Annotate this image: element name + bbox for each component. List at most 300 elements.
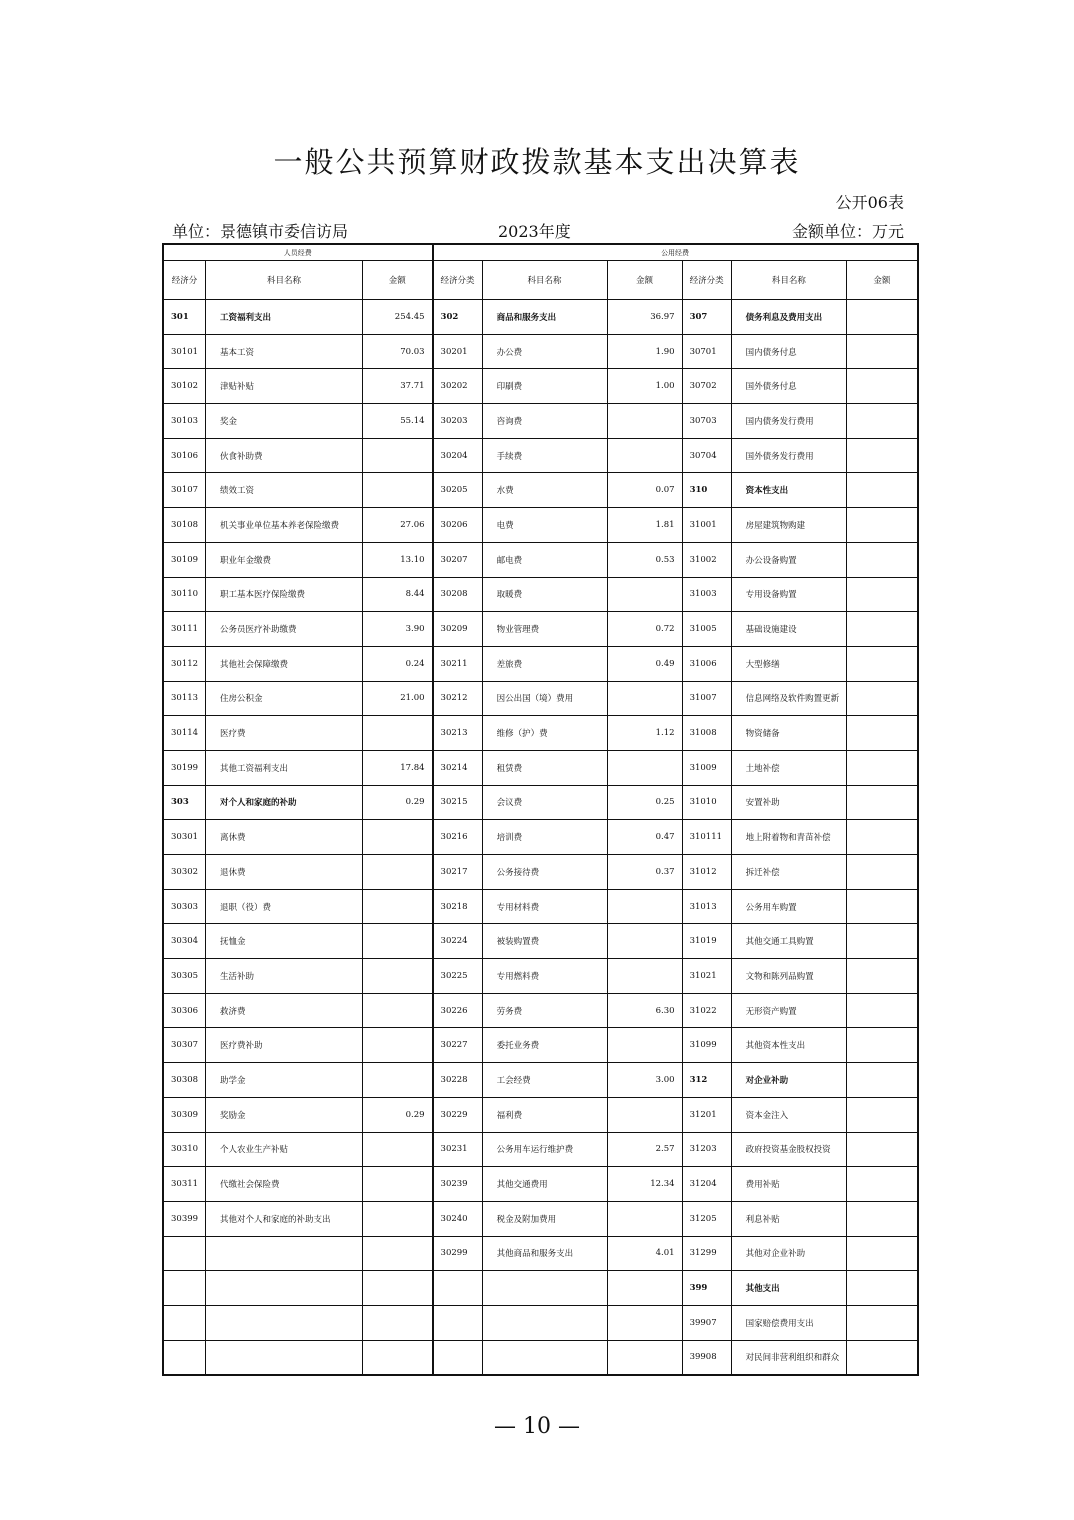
cell-code: 310 bbox=[682, 473, 731, 508]
table-row bbox=[163, 716, 918, 751]
cell-amount bbox=[607, 681, 682, 716]
cell-code: 30310 bbox=[163, 1132, 206, 1167]
cell-code: 30216 bbox=[433, 820, 483, 855]
cell-code: 30217 bbox=[433, 855, 483, 890]
table-row bbox=[163, 334, 918, 369]
cell-name: 其他交通费用 bbox=[482, 1167, 607, 1202]
cell-name: 退职（役）费 bbox=[206, 889, 363, 924]
cell-code: 30209 bbox=[433, 612, 483, 647]
cell-code: 31009 bbox=[682, 750, 731, 785]
cell-name bbox=[206, 1271, 363, 1306]
cell-code: 31005 bbox=[682, 612, 731, 647]
cell-amount bbox=[847, 959, 918, 994]
page-number: — 10 — bbox=[494, 1414, 580, 1439]
group-header-row bbox=[163, 244, 918, 261]
cell-name: 国外债务付息 bbox=[731, 369, 847, 404]
cell-amount bbox=[847, 646, 918, 681]
table-row bbox=[163, 1340, 918, 1375]
cell-name: 水费 bbox=[482, 473, 607, 508]
cell-code: 30208 bbox=[433, 577, 483, 612]
cell-amount bbox=[847, 1167, 918, 1202]
cell-code: 39908 bbox=[682, 1340, 731, 1375]
cell-name: 电费 bbox=[482, 508, 607, 543]
table-row bbox=[163, 508, 918, 543]
col-amount: 金额 bbox=[607, 261, 682, 300]
cell-code: 30311 bbox=[163, 1167, 206, 1202]
table-row bbox=[163, 404, 918, 439]
cell-amount bbox=[847, 300, 918, 335]
cell-code: 31002 bbox=[682, 542, 731, 577]
cell-code: 30114 bbox=[163, 716, 206, 751]
cell-name: 离休费 bbox=[206, 820, 363, 855]
cell-code: 31021 bbox=[682, 959, 731, 994]
cell-name: 委托业务费 bbox=[482, 1028, 607, 1063]
cell-name: 差旅费 bbox=[482, 646, 607, 681]
cell-name: 债务利息及费用支出 bbox=[731, 300, 847, 335]
cell-name: 物业管理费 bbox=[482, 612, 607, 647]
cell-amount bbox=[847, 508, 918, 543]
table-row bbox=[163, 750, 918, 785]
cell-name: 因公出国（境）费用 bbox=[482, 681, 607, 716]
cell-code: 30226 bbox=[433, 993, 483, 1028]
table-row bbox=[163, 577, 918, 612]
cell-amount: 37.71 bbox=[363, 369, 433, 404]
table-row bbox=[163, 959, 918, 994]
cell-amount bbox=[847, 716, 918, 751]
cell-code: 302 bbox=[433, 300, 483, 335]
cell-code: 30701 bbox=[682, 334, 731, 369]
cell-name: 公务员医疗补助缴费 bbox=[206, 612, 363, 647]
cell-name: 印刷费 bbox=[482, 369, 607, 404]
cell-amount: 1.90 bbox=[607, 334, 682, 369]
cell-amount bbox=[847, 542, 918, 577]
cell-amount bbox=[847, 612, 918, 647]
cell-name: 公务用车运行维护费 bbox=[482, 1132, 607, 1167]
cell-amount bbox=[363, 1236, 433, 1271]
cell-code: 307 bbox=[682, 300, 731, 335]
cell-amount bbox=[847, 855, 918, 890]
cell-code: 30103 bbox=[163, 404, 206, 439]
cell-amount bbox=[363, 1340, 433, 1375]
cell-code: 30218 bbox=[433, 889, 483, 924]
cell-name bbox=[206, 1305, 363, 1340]
cell-amount: 0.37 bbox=[607, 855, 682, 890]
cell-code: 31008 bbox=[682, 716, 731, 751]
cell-amount bbox=[363, 889, 433, 924]
cell-amount bbox=[847, 1201, 918, 1236]
cell-amount: 21.00 bbox=[363, 681, 433, 716]
cell-name: 对民间非营利组织和群众 bbox=[731, 1340, 847, 1375]
cell-code: 30214 bbox=[433, 750, 483, 785]
cell-name: 费用补贴 bbox=[731, 1167, 847, 1202]
cell-name: 公务接待费 bbox=[482, 855, 607, 890]
cell-amount bbox=[847, 750, 918, 785]
cell-name: 津贴补贴 bbox=[206, 369, 363, 404]
cell-name: 医疗费 bbox=[206, 716, 363, 751]
cell-code: 31007 bbox=[682, 681, 731, 716]
cell-name: 安置补助 bbox=[731, 785, 847, 820]
cell-amount: 0.07 bbox=[607, 473, 682, 508]
cell-name: 其他交通工具购置 bbox=[731, 924, 847, 959]
cell-code: 30199 bbox=[163, 750, 206, 785]
cell-name: 其他资本性支出 bbox=[731, 1028, 847, 1063]
cell-name: 其他工资福利支出 bbox=[206, 750, 363, 785]
cell-name: 咨询费 bbox=[482, 404, 607, 439]
col-name: 科目名称 bbox=[731, 261, 847, 300]
cell-amount bbox=[607, 1028, 682, 1063]
cell-code: 31012 bbox=[682, 855, 731, 890]
cell-name: 大型修缮 bbox=[731, 646, 847, 681]
table-row bbox=[163, 612, 918, 647]
cell-name: 文物和陈列品购置 bbox=[731, 959, 847, 994]
table-row bbox=[163, 785, 918, 820]
cell-name: 个人农业生产补贴 bbox=[206, 1132, 363, 1167]
cell-amount bbox=[607, 959, 682, 994]
table-row bbox=[163, 1097, 918, 1132]
cell-name: 拆迁补偿 bbox=[731, 855, 847, 890]
cell-amount bbox=[363, 959, 433, 994]
cell-code: 30306 bbox=[163, 993, 206, 1028]
cell-amount: 3.00 bbox=[607, 1063, 682, 1098]
cell-code bbox=[433, 1271, 483, 1306]
cell-amount: 0.72 bbox=[607, 612, 682, 647]
cell-amount bbox=[847, 369, 918, 404]
amount-unit-label: 金额单位：万元 bbox=[791, 222, 904, 241]
table-row bbox=[163, 1132, 918, 1167]
cell-name: 代缴社会保险费 bbox=[206, 1167, 363, 1202]
cell-code: 31201 bbox=[682, 1097, 731, 1132]
cell-name: 地上附着物和青苗补偿 bbox=[731, 820, 847, 855]
cell-name: 政府投资基金股权投资 bbox=[731, 1132, 847, 1167]
cell-code: 303 bbox=[163, 785, 206, 820]
cell-name: 绩效工资 bbox=[206, 473, 363, 508]
cell-amount bbox=[847, 1097, 918, 1132]
cell-amount: 3.90 bbox=[363, 612, 433, 647]
cell-amount bbox=[363, 1271, 433, 1306]
cell-code bbox=[433, 1305, 483, 1340]
cell-code: 30203 bbox=[433, 404, 483, 439]
cell-amount bbox=[363, 1132, 433, 1167]
cell-amount bbox=[363, 993, 433, 1028]
table-row bbox=[163, 924, 918, 959]
cell-name: 救济费 bbox=[206, 993, 363, 1028]
cell-name: 专用材料费 bbox=[482, 889, 607, 924]
cell-amount: 0.25 bbox=[607, 785, 682, 820]
cell-code: 31006 bbox=[682, 646, 731, 681]
cell-amount bbox=[607, 924, 682, 959]
cell-code: 30110 bbox=[163, 577, 206, 612]
cell-name: 取暖费 bbox=[482, 577, 607, 612]
cell-name: 助学金 bbox=[206, 1063, 363, 1098]
cell-amount: 55.14 bbox=[363, 404, 433, 439]
cell-name: 劳务费 bbox=[482, 993, 607, 1028]
cell-name: 邮电费 bbox=[482, 542, 607, 577]
cell-amount bbox=[847, 993, 918, 1028]
cell-amount: 254.45 bbox=[363, 300, 433, 335]
cell-amount: 27.06 bbox=[363, 508, 433, 543]
cell-name: 福利费 bbox=[482, 1097, 607, 1132]
cell-code: 30201 bbox=[433, 334, 483, 369]
cell-amount bbox=[847, 1063, 918, 1098]
cell-amount: 36.97 bbox=[607, 300, 682, 335]
cell-code: 31299 bbox=[682, 1236, 731, 1271]
table-row bbox=[163, 300, 918, 335]
cell-name bbox=[482, 1305, 607, 1340]
cell-code: 30108 bbox=[163, 508, 206, 543]
cell-name bbox=[206, 1340, 363, 1375]
cell-code: 31013 bbox=[682, 889, 731, 924]
cell-name: 商品和服务支出 bbox=[482, 300, 607, 335]
cell-code: 30228 bbox=[433, 1063, 483, 1098]
cell-code bbox=[433, 1340, 483, 1375]
cell-code: 30308 bbox=[163, 1063, 206, 1098]
cell-code: 31022 bbox=[682, 993, 731, 1028]
cell-amount bbox=[363, 1028, 433, 1063]
cell-code: 39907 bbox=[682, 1305, 731, 1340]
cell-code: 30202 bbox=[433, 369, 483, 404]
cell-name bbox=[206, 1236, 363, 1271]
table-row bbox=[163, 438, 918, 473]
cell-amount bbox=[847, 1236, 918, 1271]
cell-name: 职业年金缴费 bbox=[206, 542, 363, 577]
table-row bbox=[163, 1305, 918, 1340]
cell-name: 其他对企业补助 bbox=[731, 1236, 847, 1271]
table-row bbox=[163, 1063, 918, 1098]
cell-amount: 0.49 bbox=[607, 646, 682, 681]
cell-amount bbox=[363, 820, 433, 855]
cell-name: 奖励金 bbox=[206, 1097, 363, 1132]
cell-amount: 0.24 bbox=[363, 646, 433, 681]
cell-name: 机关事业单位基本养老保险缴费 bbox=[206, 508, 363, 543]
cell-name: 税金及附加费用 bbox=[482, 1201, 607, 1236]
cell-amount bbox=[847, 1340, 918, 1375]
table-row bbox=[163, 542, 918, 577]
cell-amount bbox=[607, 889, 682, 924]
cell-amount bbox=[847, 785, 918, 820]
table-number: 公开06表 bbox=[835, 193, 904, 212]
cell-amount bbox=[847, 820, 918, 855]
cell-code: 312 bbox=[682, 1063, 731, 1098]
col-amount: 金额 bbox=[363, 261, 433, 300]
cell-code: 310111 bbox=[682, 820, 731, 855]
table-row bbox=[163, 473, 918, 508]
cell-amount: 0.29 bbox=[363, 1097, 433, 1132]
cell-name: 国内债务发行费用 bbox=[731, 404, 847, 439]
cell-code: 30206 bbox=[433, 508, 483, 543]
cell-code: 30101 bbox=[163, 334, 206, 369]
cell-code: 30399 bbox=[163, 1201, 206, 1236]
group-personnel: 人员经费 bbox=[163, 244, 433, 261]
cell-name: 培训费 bbox=[482, 820, 607, 855]
cell-name: 国家赔偿费用支出 bbox=[731, 1305, 847, 1340]
cell-code: 30240 bbox=[433, 1201, 483, 1236]
cell-name: 工会经费 bbox=[482, 1063, 607, 1098]
cell-amount bbox=[607, 1340, 682, 1375]
cell-name: 退休费 bbox=[206, 855, 363, 890]
table-row bbox=[163, 681, 918, 716]
cell-code: 30224 bbox=[433, 924, 483, 959]
cell-amount bbox=[607, 1305, 682, 1340]
cell-code: 30113 bbox=[163, 681, 206, 716]
cell-amount bbox=[847, 1132, 918, 1167]
cell-code: 30102 bbox=[163, 369, 206, 404]
cell-code: 301 bbox=[163, 300, 206, 335]
cell-amount bbox=[607, 1271, 682, 1306]
cell-amount bbox=[363, 438, 433, 473]
cell-amount bbox=[607, 750, 682, 785]
cell-name: 专用设备购置 bbox=[731, 577, 847, 612]
cell-name: 工资福利支出 bbox=[206, 300, 363, 335]
cell-amount bbox=[847, 889, 918, 924]
cell-amount: 2.57 bbox=[607, 1132, 682, 1167]
cell-amount bbox=[847, 577, 918, 612]
cell-amount bbox=[607, 404, 682, 439]
cell-name: 办公费 bbox=[482, 334, 607, 369]
cell-name: 维修（护）费 bbox=[482, 716, 607, 751]
cell-name: 其他支出 bbox=[731, 1271, 847, 1306]
cell-code: 30309 bbox=[163, 1097, 206, 1132]
cell-name: 基础设施建设 bbox=[731, 612, 847, 647]
cell-name: 利息补贴 bbox=[731, 1201, 847, 1236]
cell-name: 其他社会保障缴费 bbox=[206, 646, 363, 681]
cell-code: 30106 bbox=[163, 438, 206, 473]
cell-code: 30307 bbox=[163, 1028, 206, 1063]
cell-name bbox=[482, 1271, 607, 1306]
cell-amount bbox=[363, 716, 433, 751]
cell-amount: 4.01 bbox=[607, 1236, 682, 1271]
cell-amount bbox=[847, 473, 918, 508]
cell-name: 医疗费补助 bbox=[206, 1028, 363, 1063]
cell-amount: 17.84 bbox=[363, 750, 433, 785]
cell-amount: 0.29 bbox=[363, 785, 433, 820]
cell-name: 生活补助 bbox=[206, 959, 363, 994]
col-name: 科目名称 bbox=[206, 261, 363, 300]
table-row bbox=[163, 820, 918, 855]
cell-code: 30213 bbox=[433, 716, 483, 751]
cell-amount bbox=[607, 438, 682, 473]
cell-amount: 70.03 bbox=[363, 334, 433, 369]
table-row bbox=[163, 889, 918, 924]
cell-code: 30212 bbox=[433, 681, 483, 716]
col-code: 经济分类 bbox=[433, 261, 483, 300]
cell-name: 被装购置费 bbox=[482, 924, 607, 959]
cell-amount bbox=[847, 1271, 918, 1306]
cell-amount bbox=[363, 855, 433, 890]
cell-code bbox=[163, 1271, 206, 1306]
cell-name: 办公设备购置 bbox=[731, 542, 847, 577]
cell-code: 31003 bbox=[682, 577, 731, 612]
cell-name: 其他商品和服务支出 bbox=[482, 1236, 607, 1271]
cell-name: 资本金注入 bbox=[731, 1097, 847, 1132]
cell-code: 30112 bbox=[163, 646, 206, 681]
cell-name: 抚恤金 bbox=[206, 924, 363, 959]
cell-code bbox=[163, 1236, 206, 1271]
cell-code: 31099 bbox=[682, 1028, 731, 1063]
column-header-row bbox=[163, 261, 918, 300]
cell-name: 无形资产购置 bbox=[731, 993, 847, 1028]
table-row bbox=[163, 1271, 918, 1306]
cell-code: 30239 bbox=[433, 1167, 483, 1202]
cell-code: 30205 bbox=[433, 473, 483, 508]
cell-amount bbox=[363, 1305, 433, 1340]
cell-name: 基本工资 bbox=[206, 334, 363, 369]
cell-amount bbox=[847, 924, 918, 959]
cell-code: 30229 bbox=[433, 1097, 483, 1132]
cell-name: 对企业补助 bbox=[731, 1063, 847, 1098]
cell-name bbox=[482, 1340, 607, 1375]
cell-code: 30304 bbox=[163, 924, 206, 959]
cell-code: 30303 bbox=[163, 889, 206, 924]
cell-code bbox=[163, 1340, 206, 1375]
cell-amount bbox=[607, 1097, 682, 1132]
cell-amount bbox=[847, 334, 918, 369]
cell-amount bbox=[363, 1167, 433, 1202]
cell-name: 手续费 bbox=[482, 438, 607, 473]
table-row bbox=[163, 1028, 918, 1063]
table-row bbox=[163, 1201, 918, 1236]
cell-name: 信息网络及软件购置更新 bbox=[731, 681, 847, 716]
cell-name: 租赁费 bbox=[482, 750, 607, 785]
cell-name: 其他对个人和家庭的补助支出 bbox=[206, 1201, 363, 1236]
table-row bbox=[163, 855, 918, 890]
cell-name: 会议费 bbox=[482, 785, 607, 820]
cell-name: 土地补偿 bbox=[731, 750, 847, 785]
cell-name: 伙食补助费 bbox=[206, 438, 363, 473]
cell-code: 30305 bbox=[163, 959, 206, 994]
cell-code: 30207 bbox=[433, 542, 483, 577]
table-row bbox=[163, 646, 918, 681]
cell-name: 奖金 bbox=[206, 404, 363, 439]
cell-amount: 12.34 bbox=[607, 1167, 682, 1202]
cell-code: 30299 bbox=[433, 1236, 483, 1271]
cell-name: 国内债务付息 bbox=[731, 334, 847, 369]
cell-amount bbox=[363, 1063, 433, 1098]
cell-amount bbox=[607, 1201, 682, 1236]
cell-name: 专用燃料费 bbox=[482, 959, 607, 994]
cell-amount: 6.30 bbox=[607, 993, 682, 1028]
cell-code: 31001 bbox=[682, 508, 731, 543]
cell-code: 30215 bbox=[433, 785, 483, 820]
cell-code: 31203 bbox=[682, 1132, 731, 1167]
cell-code: 30231 bbox=[433, 1132, 483, 1167]
cell-code: 30111 bbox=[163, 612, 206, 647]
cell-amount: 1.12 bbox=[607, 716, 682, 751]
table-row bbox=[163, 1167, 918, 1202]
cell-code: 30225 bbox=[433, 959, 483, 994]
cell-code: 30204 bbox=[433, 438, 483, 473]
unit-label: 单位：景德镇市委信访局 bbox=[172, 222, 349, 241]
cell-code: 30227 bbox=[433, 1028, 483, 1063]
cell-code: 30211 bbox=[433, 646, 483, 681]
cell-amount: 1.81 bbox=[607, 508, 682, 543]
cell-amount bbox=[363, 924, 433, 959]
cell-code bbox=[163, 1305, 206, 1340]
expenditure-table bbox=[162, 243, 919, 1376]
cell-code: 30301 bbox=[163, 820, 206, 855]
cell-amount bbox=[363, 473, 433, 508]
cell-amount bbox=[847, 681, 918, 716]
cell-amount: 13.10 bbox=[363, 542, 433, 577]
cell-code: 30703 bbox=[682, 404, 731, 439]
col-name: 科目名称 bbox=[482, 261, 607, 300]
col-amount: 金额 bbox=[847, 261, 918, 300]
cell-name: 住房公积金 bbox=[206, 681, 363, 716]
cell-name: 物资储备 bbox=[731, 716, 847, 751]
col-code: 经济分类 bbox=[682, 261, 731, 300]
cell-amount: 0.47 bbox=[607, 820, 682, 855]
cell-amount: 8.44 bbox=[363, 577, 433, 612]
cell-amount bbox=[363, 1201, 433, 1236]
